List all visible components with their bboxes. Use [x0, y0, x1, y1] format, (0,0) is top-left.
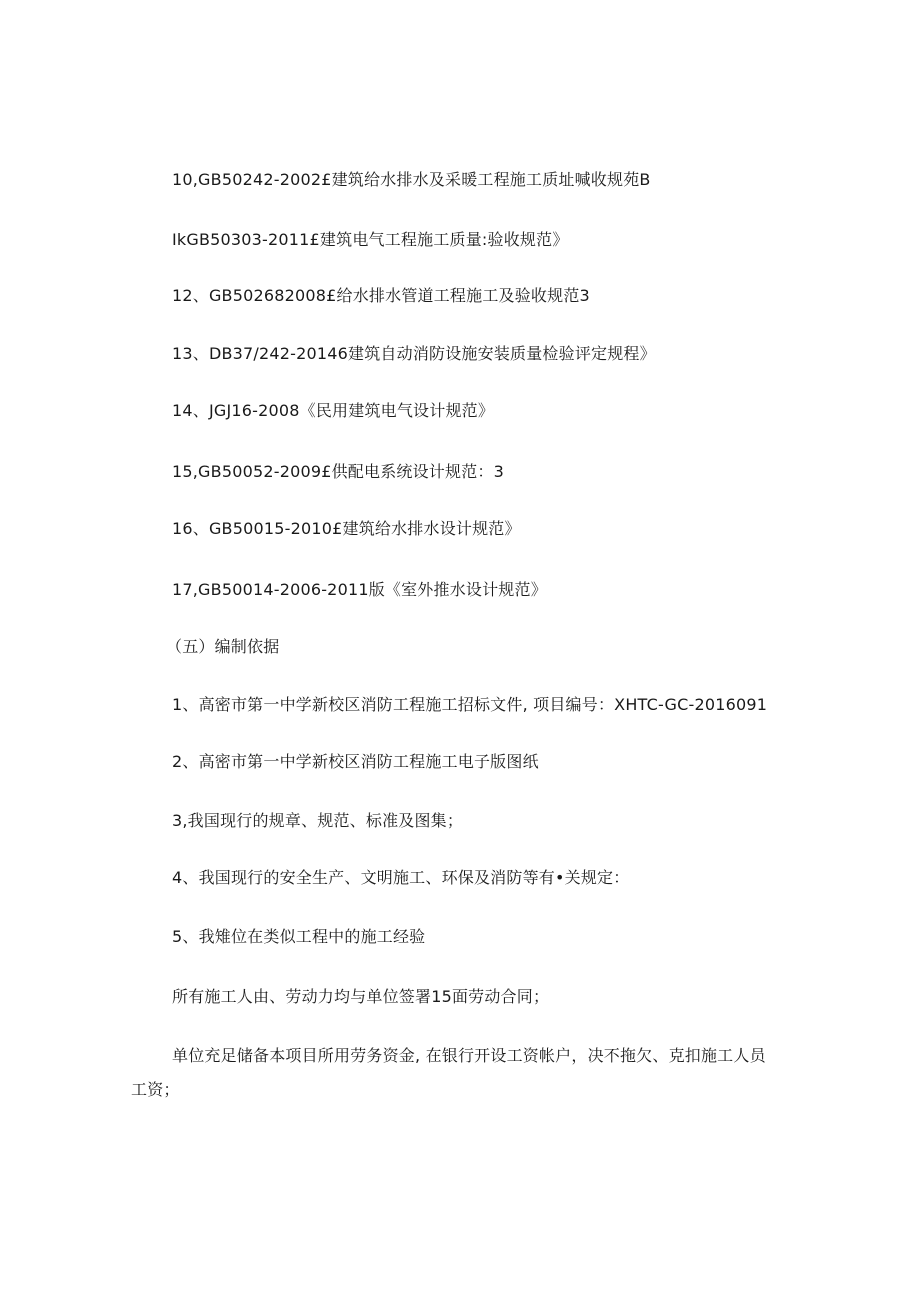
basis-item-1: 1、高密市第一中学新校区消防工程施工招标文件, 项目编号：XHTC-GC-2016091 — [172, 695, 768, 714]
standard-item-15: 15,GB50052-2009£供配电系统设计规范：3 — [172, 462, 504, 481]
standard-item-10: 10,GB50242-2002£建筑给水排水及采暖工程施工质址喊收规苑B — [172, 170, 651, 189]
standard-item-14: 14、JGJ16-2008《民用建筑电气设计规范》 — [172, 401, 495, 420]
standard-item-13: 13、DB37/242-20146建筑自动消防设施安装质量检验评定规程》 — [172, 344, 656, 363]
standard-item-11: IkGB50303-2011£建筑电气工程施工质量:验收规范》 — [172, 230, 569, 249]
wage-paragraph-line1: 单位充足储备本项目所用劳务资金, 在银行开设工资帐户，决不拖欠、克扣施工人员 — [172, 1046, 766, 1065]
wage-paragraph-line2: 工资； — [131, 1080, 180, 1099]
basis-item-5: 5、我雉位在类似工程中的施工经验 — [172, 927, 426, 946]
basis-item-2: 2、高密市第一中学新校区消防工程施工电子版图纸 — [172, 752, 539, 771]
standard-item-17: 17,GB50014-2006-2011版《室外推水设计规范》 — [172, 580, 547, 599]
basis-item-4: 4、我国现行的安全生产、文明施工、环保及消防等有•关规定： — [172, 868, 630, 887]
standard-item-12: 12、GB502682008£给水排水管道工程施工及验收规范3 — [172, 286, 590, 305]
basis-item-3: 3,我国现行的规章、规范、标准及图集； — [172, 811, 464, 830]
section-heading: （五）编制依据 — [166, 637, 280, 656]
labor-contract-text: 所有施工人由、劳动力均与单位签署15面劳动合同； — [172, 987, 550, 1006]
standard-item-16: 16、GB50015-2010£建筑给水排水设计规范》 — [172, 519, 521, 538]
